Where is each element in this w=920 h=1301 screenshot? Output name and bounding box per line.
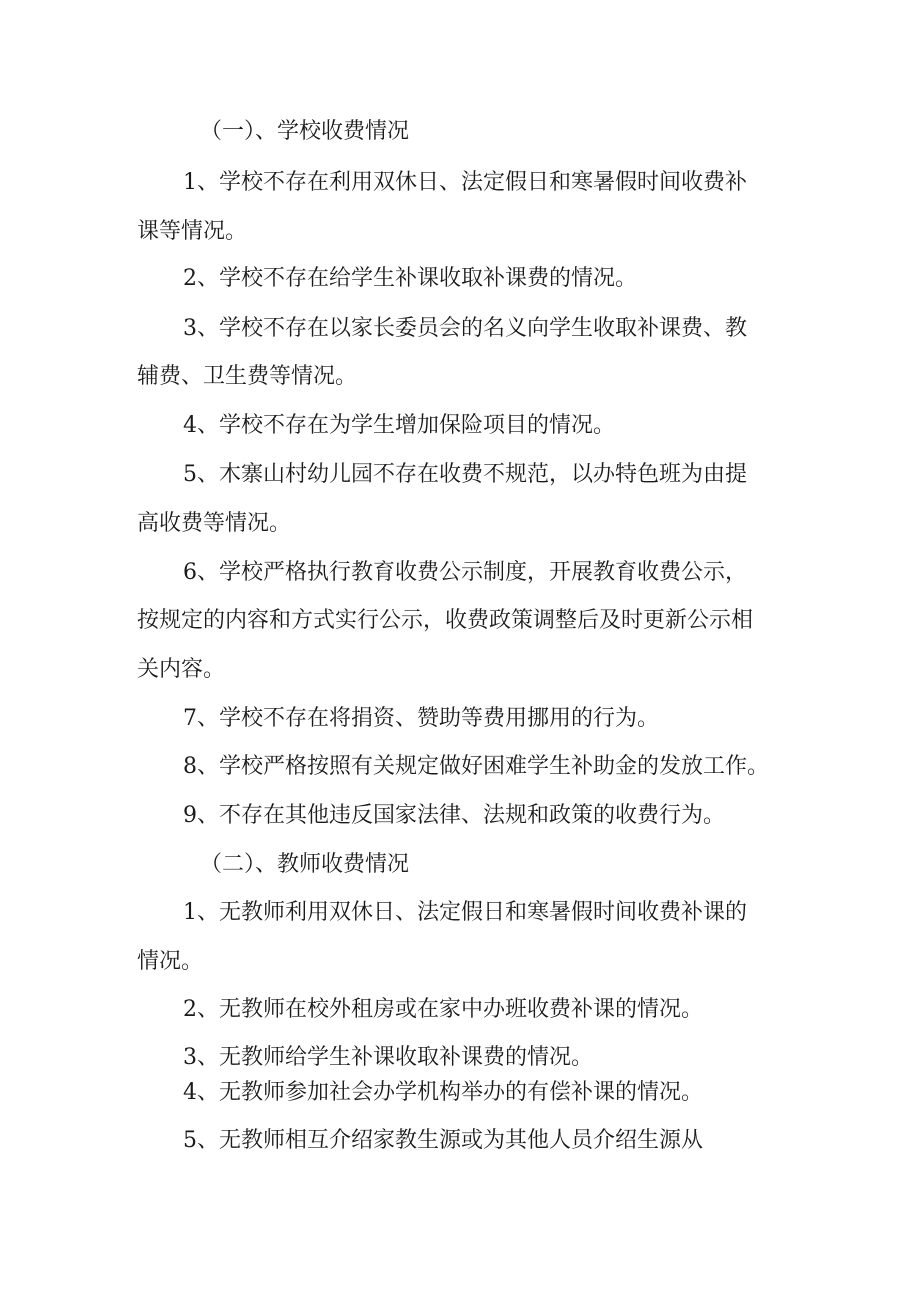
paragraph-line: 9、不存在其他违反国家法律、法规和政策的收费行为。 <box>183 803 725 828</box>
paragraph-line: 按规定的内容和方式实行公示，收费政策调整后及时更新公示相 <box>137 608 754 633</box>
paragraph-line: 8、学校严格按照有关规定做好困难学生补助金的发放工作。 <box>183 754 769 779</box>
paragraph-line: 关内容。 <box>137 657 226 682</box>
paragraph-line: 3、无教师给学生补课收取补课费的情况。 <box>183 1045 593 1070</box>
paragraph-line: 1、学校不存在利用双休日、法定假日和寒暑假时间收费补 <box>183 170 747 195</box>
paragraph-line: 7、学校不存在将捐资、赞助等费用挪用的行为。 <box>183 706 659 731</box>
paragraph-line: 4、无教师参加社会办学机构举办的有偿补课的情况。 <box>183 1080 703 1105</box>
paragraph-line: 5、无教师相互介绍家教生源或为其他人员介绍生源从 <box>183 1128 703 1153</box>
paragraph-line: 课等情况。 <box>137 219 248 244</box>
paragraph-line: 情况。 <box>137 949 204 974</box>
paragraph-line: 5、木寨山村幼儿园不存在收费不规范，以办特色班为由提 <box>183 462 747 487</box>
section-heading-teacher-fees: （二）、教师收费情况 <box>200 852 410 877</box>
paragraph-line: 3、学校不存在以家长委员会的名义向学生收取补课费、教 <box>183 316 747 341</box>
paragraph-line: 2、无教师在校外租房或在家中办班收费补课的情况。 <box>183 997 703 1022</box>
paragraph-line: 4、学校不存在为学生增加保险项目的情况。 <box>183 413 615 438</box>
paragraph-line: 高收费等情况。 <box>137 511 292 536</box>
paragraph-line: 2、学校不存在给学生补课收取补课费的情况。 <box>183 266 637 291</box>
paragraph-line: 1、无教师利用双休日、法定假日和寒暑假时间收费补课的 <box>183 900 747 925</box>
paragraph-line: 辅费、卫生费等情况。 <box>137 364 358 389</box>
paragraph-line: 6、学校严格执行教育收费公示制度，开展教育收费公示， <box>183 560 747 585</box>
section-heading-school-fees: （一）、学校收费情况 <box>200 119 410 144</box>
